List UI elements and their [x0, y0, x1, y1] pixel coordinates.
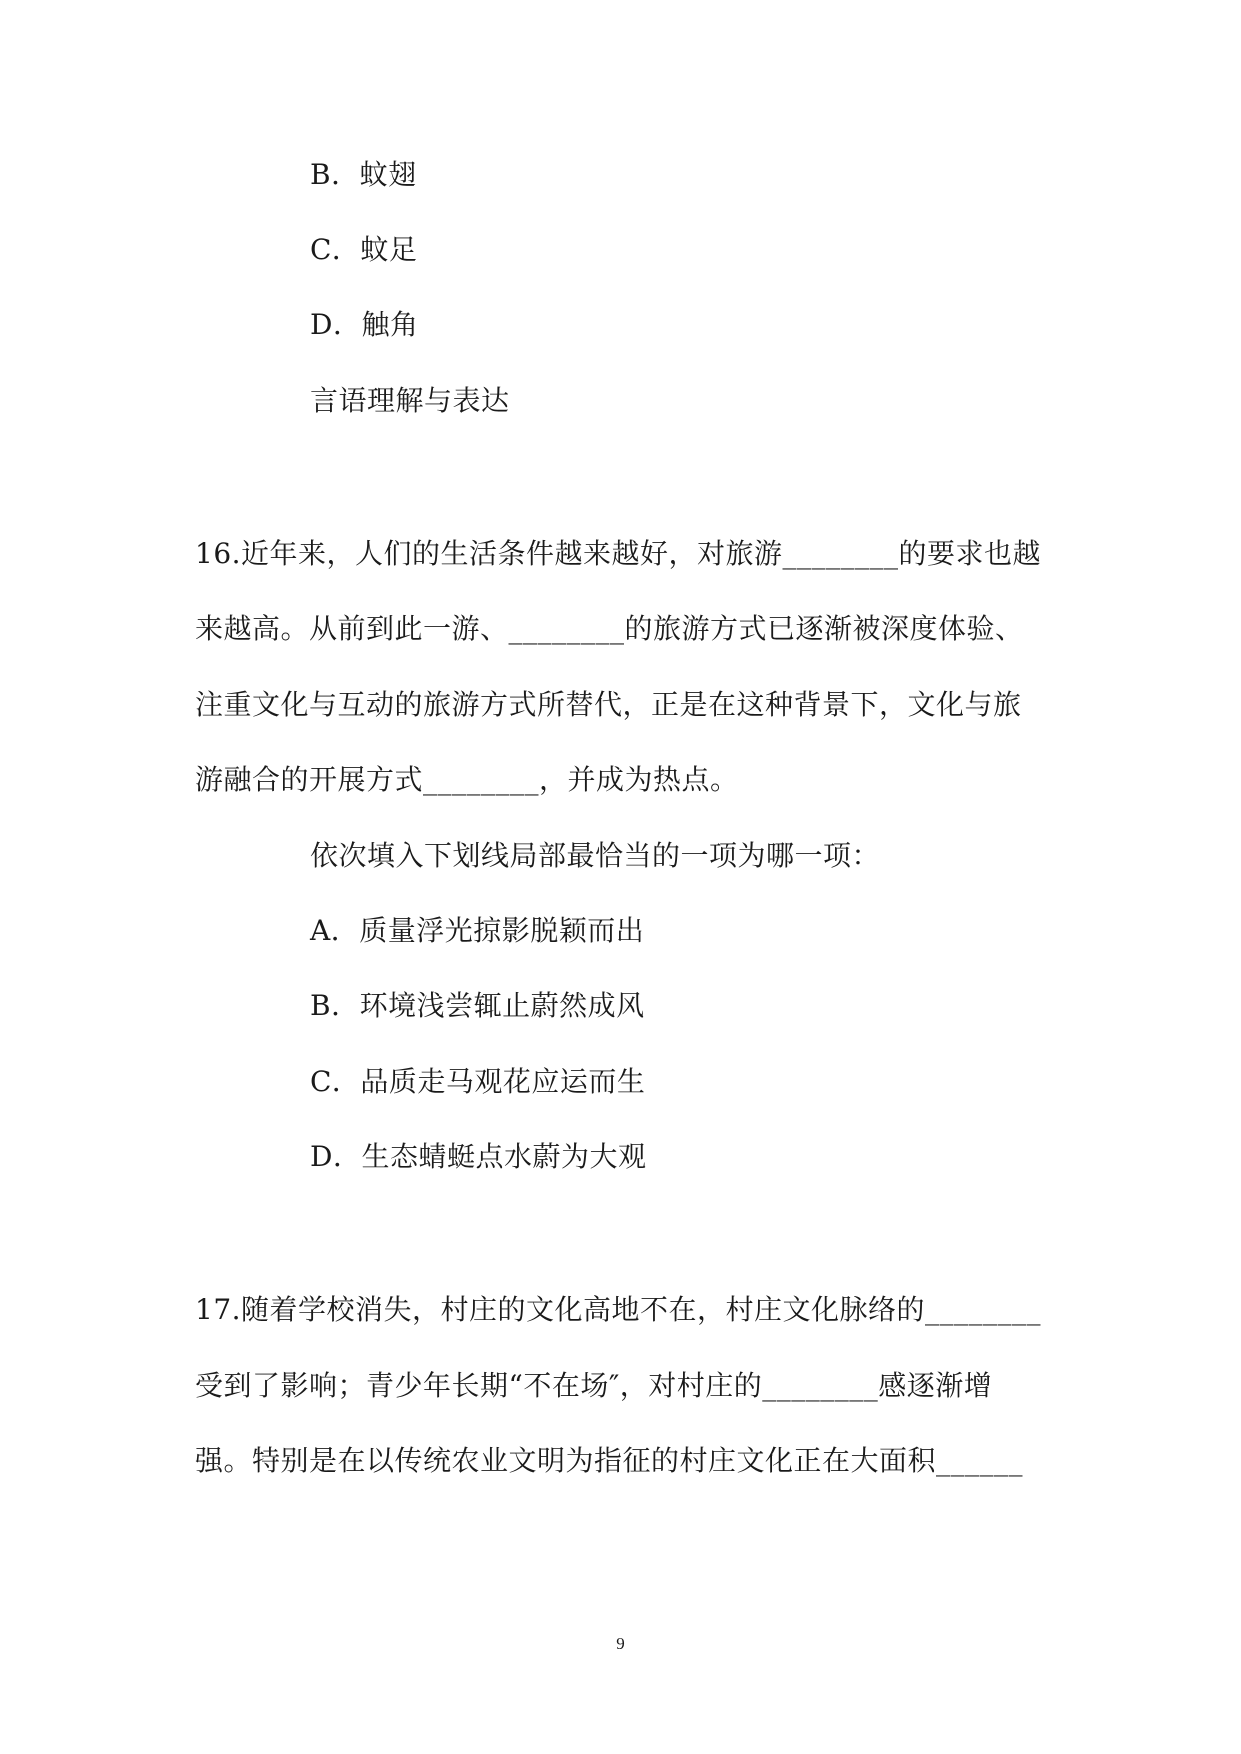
- question-16-option-d: D．生态蜻蜓点水蔚为大观: [310, 1140, 647, 1173]
- prev-option-c: C．蚊足: [310, 233, 418, 266]
- prev-option-b: B．蚊翅: [310, 158, 417, 191]
- prev-option-d: D．触角: [310, 308, 419, 341]
- section-title: 言语理解与表达: [310, 384, 510, 417]
- question-16-option-c: C．品质走马观花应运而生: [310, 1065, 646, 1098]
- question-16-line-3: 注重文化与互动的旅游方式所替代，正是在这种背景下，文化与旅: [195, 688, 1022, 721]
- question-17-line-3: 强。特别是在以传统农业文明为指征的村庄文化正在大面积______: [195, 1444, 1024, 1477]
- question-16-option-a: A．质量浮光掠影脱颖而出: [310, 914, 645, 947]
- question-16-line-4: 游融合的开展方式________，并成为热点。: [195, 763, 739, 796]
- question-16-option-b: B．环境浅尝辄止蔚然成风: [310, 989, 645, 1022]
- question-16-line-2: 来越高。从前到此一游、________的旅游方式已逐渐被深度体验、: [195, 612, 1024, 645]
- question-16-line-1: 16.近年来，人们的生活条件越来越好，对旅游________的要求也越: [195, 537, 1042, 570]
- question-17-line-2: 受到了影响；青少年长期“不在场″，对村庄的________感逐渐增: [195, 1369, 993, 1402]
- question-16-prompt: 依次填入下划线局部最恰当的一项为哪一项：: [310, 839, 881, 872]
- question-17-line-1: 17.随着学校消失，村庄的文化高地不在，村庄文化脉络的________: [195, 1293, 1042, 1326]
- page-number: 9: [616, 1634, 625, 1653]
